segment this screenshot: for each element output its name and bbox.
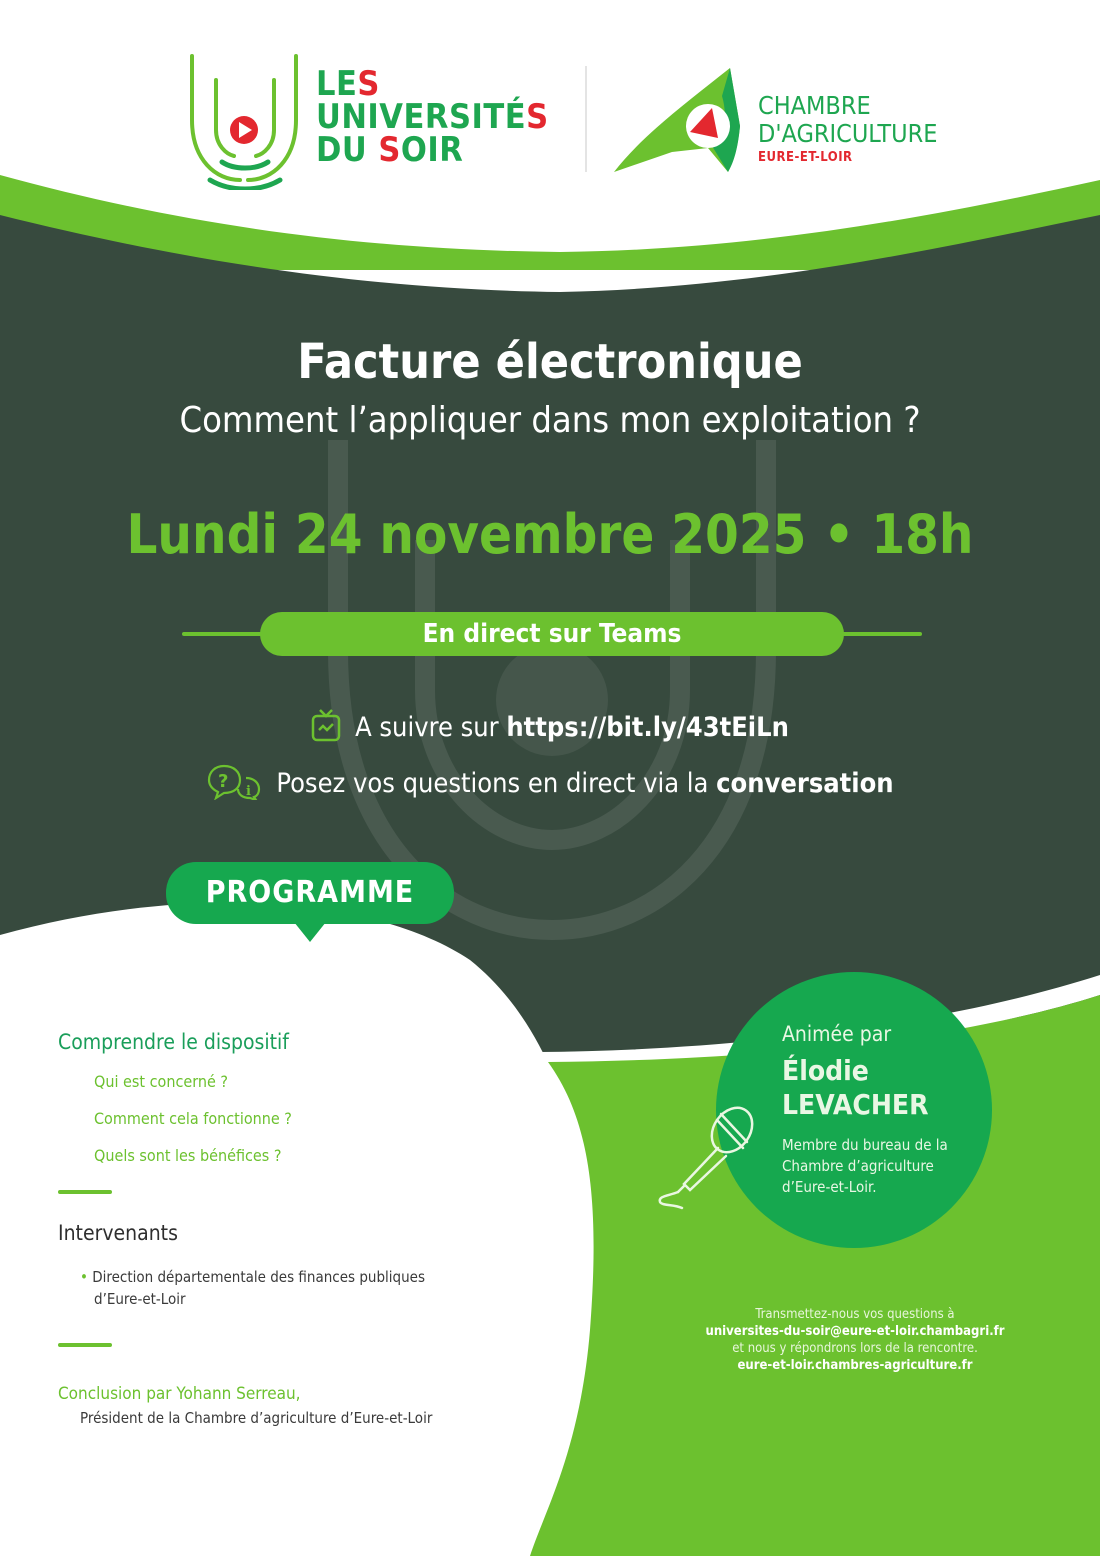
svg-text:i: i — [246, 784, 252, 799]
event-title: Facture électronique — [297, 334, 803, 390]
conclusion-title: Conclusion par Yohann Serreau, — [58, 1384, 301, 1404]
universites-wordmark: LES UNIVERSITÉS DU SOIR — [316, 64, 549, 170]
section-comprendre-title: Comprendre le dispositif — [58, 1030, 289, 1054]
programme-label: PROGRAMME — [166, 862, 454, 924]
intervenant-item: • Direction départementale des finances publiques d’Eure-et-Loir — [80, 1268, 425, 1308]
host-role: Membre du bureau de la Chambre d’agriculture d’Eure-et-Loir. — [782, 1136, 948, 1196]
event-date: Lundi 24 novembre 2025 • 18h — [126, 503, 974, 566]
host-name: Élodie LEVACHER — [782, 1054, 929, 1121]
logo-divider — [585, 66, 587, 172]
tv-icon — [311, 708, 341, 749]
contact-email-link[interactable]: universites-du-soir@eure-et-loir.chambagri.fr — [705, 1324, 1005, 1339]
programme-item: Quels sont les bénéfices ? — [94, 1146, 282, 1165]
host-intro: Animée par — [782, 1022, 892, 1046]
logo-universites-du-soir — [186, 50, 549, 190]
programme-bubble-tail — [294, 922, 326, 942]
contact-block — [660, 1306, 1050, 1374]
live-on-teams-badge: En direct sur Teams — [260, 612, 844, 656]
watch-link-row — [0, 708, 1100, 749]
questions-prefix: Posez vos questions en direct via la — [276, 768, 717, 799]
chambre-agriculture-a-icon — [612, 66, 752, 176]
event-subtitle: Comment l’appliquer dans mon exploitation ? — [179, 400, 921, 441]
universites-u-play-icon — [186, 50, 306, 190]
questions-row — [0, 762, 1100, 807]
svg-text:?: ? — [218, 771, 229, 792]
chambre-department: EURE-ET-LOIR — [758, 150, 853, 165]
watch-prefix: A suivre sur — [355, 712, 507, 743]
conclusion-role: Président de la Chambre d’agriculture d’Eure-et-Loir — [80, 1409, 433, 1427]
section-separator — [58, 1343, 112, 1347]
contact-intro: Transmettez-nous vos questions à — [755, 1307, 955, 1322]
website-link[interactable]: eure-et-loir.chambres-agriculture.fr — [737, 1358, 973, 1373]
bullet-icon: • — [80, 1268, 93, 1286]
microphone-icon — [654, 1100, 764, 1210]
programme-item: Qui est concerné ? — [94, 1072, 229, 1091]
question-bubble-icon — [206, 762, 262, 807]
logo-chambre-agriculture — [612, 66, 972, 176]
questions-bold: conversation — [716, 768, 894, 799]
chambre-wordmark: CHAMBRE D'AGRICULTURE — [758, 91, 938, 148]
contact-followup: et nous y répondrons lors de la rencontre. — [732, 1341, 978, 1356]
section-separator — [58, 1190, 112, 1194]
programme-item: Comment cela fonctionne ? — [94, 1109, 292, 1128]
watch-link[interactable]: https://bit.ly/43tEiLn — [506, 712, 789, 743]
section-intervenants-title: Intervenants — [58, 1221, 178, 1245]
